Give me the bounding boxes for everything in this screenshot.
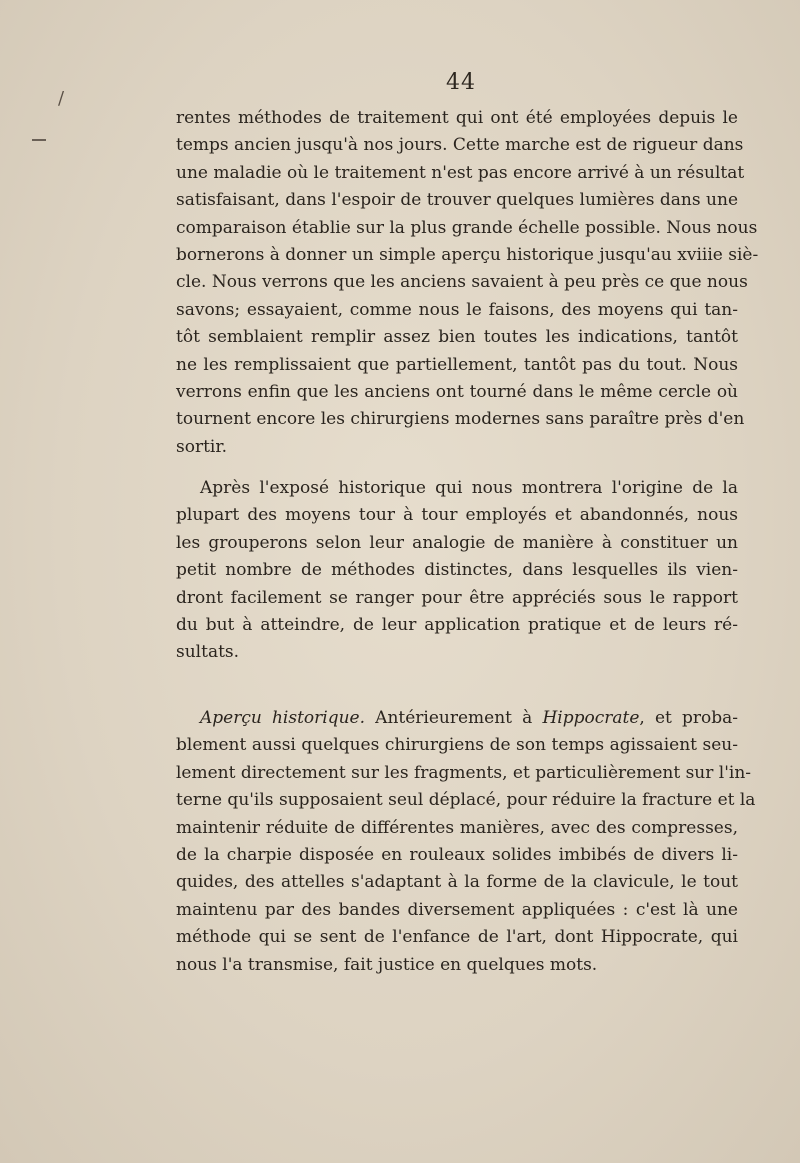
text-line: de la charpie disposée en rouleaux solides imbibés de divers li- bbox=[176, 844, 738, 865]
person-name: Hippocrate bbox=[542, 708, 640, 728]
text-line: sultats. bbox=[176, 642, 240, 663]
margin-dash-mark bbox=[32, 139, 46, 141]
text-line: petit nombre de méthodes distinctes, dans lesquelles ils vien- bbox=[176, 560, 738, 581]
text-line: bornerons à donner un simple aperçu historique jusqu'au xviiie siè- bbox=[176, 244, 759, 265]
text-line: plupart des moyens tour à tour employés et abandonnés, nous bbox=[176, 505, 738, 526]
text-line: temps ancien jusqu'à nos jours. Cette marche est de rigueur dans bbox=[176, 135, 744, 156]
text-line: tôt semblaient remplir assez bien toutes les indications, tantôt bbox=[176, 327, 738, 348]
text-fragment: Antérieurement à bbox=[365, 708, 543, 728]
text-line: rentes méthodes de traitement qui ont été employées depuis le bbox=[176, 108, 738, 128]
text-line: comparaison établie sur la plus grande échelle possible. Nous nous bbox=[176, 217, 758, 238]
text-line: cle. Nous verrons que les anciens savaient à peu près ce que nous bbox=[176, 272, 748, 293]
margin-mark: / bbox=[58, 88, 65, 109]
text-line: savons; essayaient, comme nous le faisons, des moyens qui tan- bbox=[176, 299, 738, 320]
text-line: verrons enfin que les anciens ont tourné dans le même cercle où bbox=[176, 381, 738, 402]
page-number: 44 bbox=[446, 70, 476, 95]
text-line: sortir. bbox=[176, 436, 228, 457]
text-line: quides, des attelles s'adaptant à la forme de la clavicule, le tout bbox=[176, 872, 738, 893]
text-line: satisfaisant, dans l'espoir de trouver quelques lumières dans une bbox=[176, 190, 738, 211]
text-line: ne les remplissaient que partiellement, tantôt pas du tout. Nous bbox=[176, 354, 738, 375]
text-line: blement aussi quelques chirurgiens de son temps agissaient seu- bbox=[176, 735, 738, 756]
text-line: dront facilement se ranger pour être appréciés sous le rapport bbox=[176, 587, 738, 608]
text-line: du but à atteindre, de leur application pratique et de leurs ré- bbox=[176, 614, 738, 635]
text-line: maintenu par des bandes diversement appliquées : c'est là une bbox=[176, 899, 738, 920]
text-line: nous l'a transmise, fait justice en quelques mots. bbox=[176, 954, 598, 975]
paragraph-historical-overview bbox=[176, 705, 756, 979]
text-line: méthode qui se sent de l'enfance de l'art, dont Hippocrate, qui bbox=[176, 927, 738, 948]
text-line: les grouperons selon leur analogie de manière à constituer un bbox=[176, 532, 738, 553]
text-line: Après l'exposé historique qui nous montrera l'origine de la bbox=[200, 478, 738, 498]
section-heading: Aperçu historique. bbox=[200, 708, 366, 728]
text-line-with-heading bbox=[176, 705, 738, 732]
paragraph-methods bbox=[176, 475, 738, 667]
text-fragment: , et proba- bbox=[639, 708, 738, 728]
text-line: tournent encore les chirurgiens modernes sans paraître près d'en bbox=[176, 409, 745, 430]
text-line: lement directement sur les fragments, et particulièrement sur l'in- bbox=[176, 762, 752, 783]
text-line: une maladie où le traitement n'est pas encore arrivé à un résultat bbox=[176, 162, 745, 183]
text-line: maintenir réduite de différentes manières, avec des compresses, bbox=[176, 817, 738, 838]
paragraph-continuation bbox=[176, 105, 759, 461]
text-line: terne qu'ils supposaient seul déplacé, pour réduire la fracture et la bbox=[176, 790, 756, 811]
